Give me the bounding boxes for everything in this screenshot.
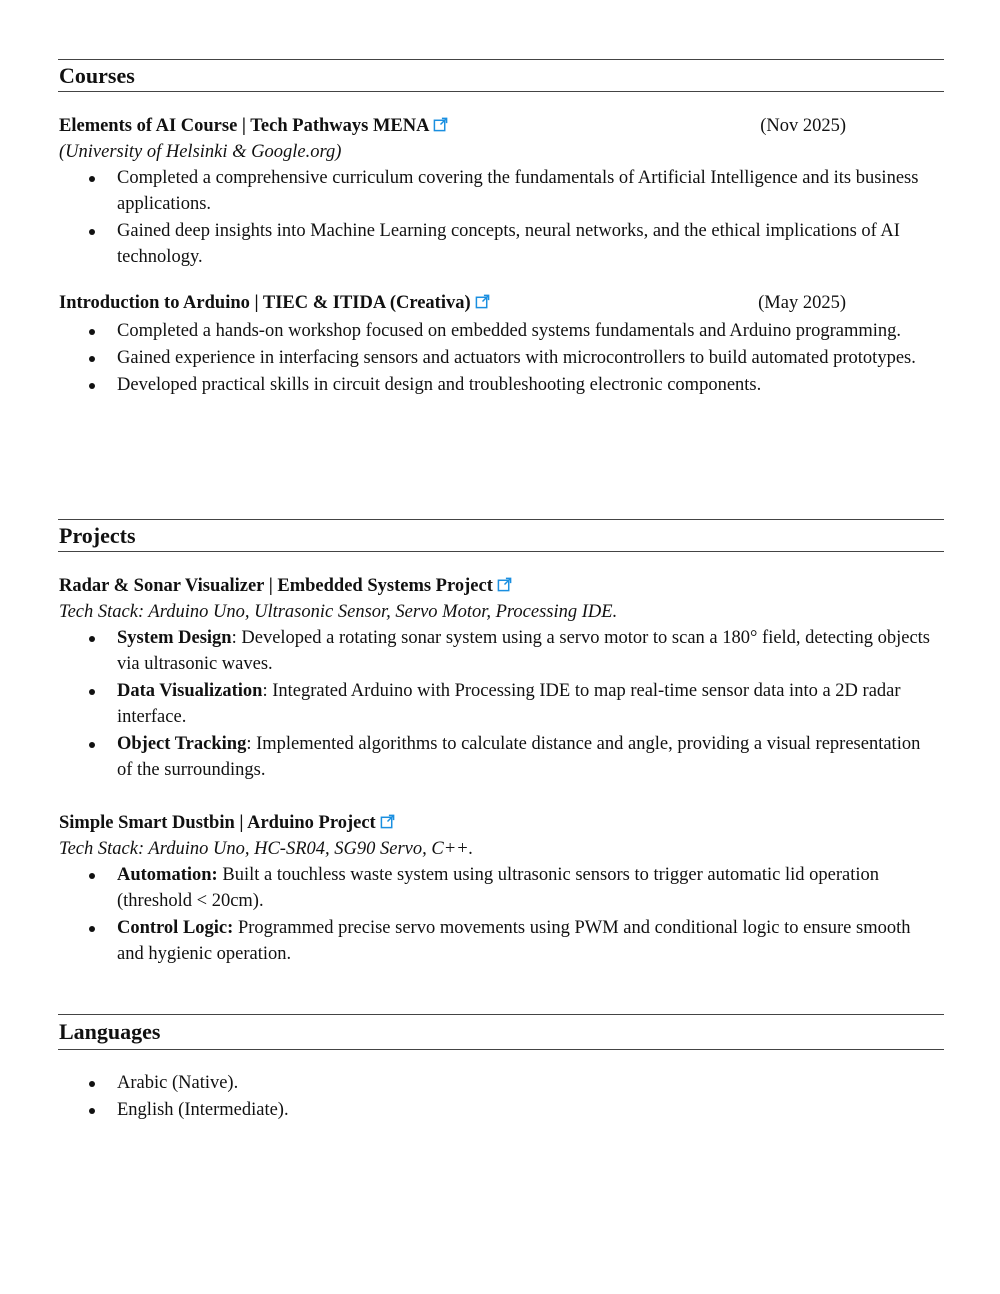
courses-section — [58, 59, 944, 398]
external-link-icon[interactable] — [380, 814, 395, 829]
projects-heading: Projects — [58, 519, 944, 552]
bullet-dot-icon — [89, 689, 95, 695]
bullet-text: Gained experience in interfacing sensors and actuators with microcontrollers to build automated prototypes. — [117, 348, 916, 368]
external-link-icon[interactable] — [433, 117, 448, 132]
project-bullet-list — [58, 862, 944, 967]
projects-section — [58, 519, 944, 967]
bullet-text: Completed a comprehensive curriculum covering the fundamentals of Artificial Intelligence and its business applications. — [117, 168, 919, 214]
bullet-dot-icon — [89, 329, 95, 335]
bullet-text: Developed practical skills in circuit design and troubleshooting electronic components. — [117, 375, 762, 395]
bullet-dot-icon — [89, 1081, 95, 1087]
project-title-text: Simple Smart Dustbin | Arduino Project — [59, 813, 376, 833]
languages-section — [58, 1014, 944, 1123]
language-text: English (Intermediate). — [117, 1100, 289, 1120]
bullet-text: Built a touchless waste system using ultrasonic sensors to trigger automatic lid operation (threshold < 20cm). — [117, 865, 879, 911]
bullet-item — [58, 345, 944, 371]
course-bullet-list — [58, 165, 944, 270]
project-title-text: Radar & Sonar Visualizer | Embedded Systems Project — [59, 576, 493, 596]
course-entry — [58, 290, 944, 398]
courses-heading: Courses — [58, 59, 944, 92]
course-subtitle: (University of Helsinki & Google.org) — [59, 142, 342, 162]
course-date: (May 2025) — [758, 293, 846, 313]
bullet-text: : Integrated Arduino with Processing IDE to map real-time sensor data into a 2D radar interface. — [117, 681, 901, 727]
bullet-item — [58, 318, 944, 344]
bullet-dot-icon — [89, 383, 95, 389]
language-text: Arabic (Native). — [117, 1073, 239, 1093]
external-link-icon[interactable] — [497, 577, 512, 592]
project-bullet-list — [58, 625, 944, 783]
bullet-dot-icon — [89, 742, 95, 748]
project-tech-stack: Tech Stack: Arduino Uno, Ultrasonic Sensor, Servo Motor, Processing IDE. — [59, 602, 618, 622]
bullet-dot-icon — [89, 176, 95, 182]
course-title-text: Elements of AI Course | Tech Pathways MENA — [59, 116, 430, 136]
languages-list — [58, 1070, 944, 1123]
bullet-dot-icon — [89, 356, 95, 362]
bullet-dot-icon — [89, 926, 95, 932]
external-link-icon[interactable] — [475, 294, 490, 309]
bullet-label: System Design — [117, 628, 232, 648]
course-entry — [58, 113, 944, 270]
bullet-label: Data Visualization — [117, 681, 263, 701]
bullet-dot-icon — [89, 636, 95, 642]
project-entry — [58, 573, 944, 783]
bullet-text: : Developed a rotating sonar system using a servo motor to scan a 180° field, detecting objects via ultrasonic waves. — [117, 628, 931, 674]
project-title — [58, 810, 944, 836]
project-entry — [58, 810, 944, 967]
bullet-dot-icon — [89, 873, 95, 879]
bullet-item — [58, 625, 944, 677]
bullet-text: Gained deep insights into Machine Learning concepts, neural networks, and the ethical implications of AI technology. — [117, 221, 900, 267]
languages-heading: Languages — [58, 1014, 944, 1050]
bullet-item — [58, 218, 944, 270]
bullet-dot-icon — [89, 229, 95, 235]
bullet-item — [58, 678, 944, 730]
bullet-item — [58, 372, 944, 398]
project-tech-stack: Tech Stack: Arduino Uno, HC-SR04, SG90 Servo, C++. — [59, 839, 474, 859]
language-item — [58, 1070, 944, 1096]
bullet-label: Control Logic: — [117, 918, 234, 938]
bullet-item — [58, 731, 944, 783]
course-title-text: Introduction to Arduino | TIEC & ITIDA (Creativa) — [59, 293, 471, 313]
bullet-item — [58, 862, 944, 914]
bullet-label: Automation: — [117, 865, 218, 885]
bullet-text: Completed a hands-on workshop focused on embedded systems fundamentals and Arduino programming. — [117, 321, 902, 341]
project-title — [58, 573, 944, 599]
bullet-label: Object Tracking — [117, 734, 247, 754]
course-date: (Nov 2025) — [760, 116, 846, 136]
bullet-text: : Implemented algorithms to calculate distance and angle, providing a visual representation of the surroundings. — [117, 734, 921, 780]
language-item — [58, 1097, 944, 1123]
course-bullet-list — [58, 318, 944, 398]
bullet-item — [58, 165, 944, 217]
bullet-item — [58, 915, 944, 967]
bullet-dot-icon — [89, 1108, 95, 1114]
bullet-text: Programmed precise servo movements using PWM and conditional logic to ensure smooth and hygienic operation. — [117, 918, 911, 964]
